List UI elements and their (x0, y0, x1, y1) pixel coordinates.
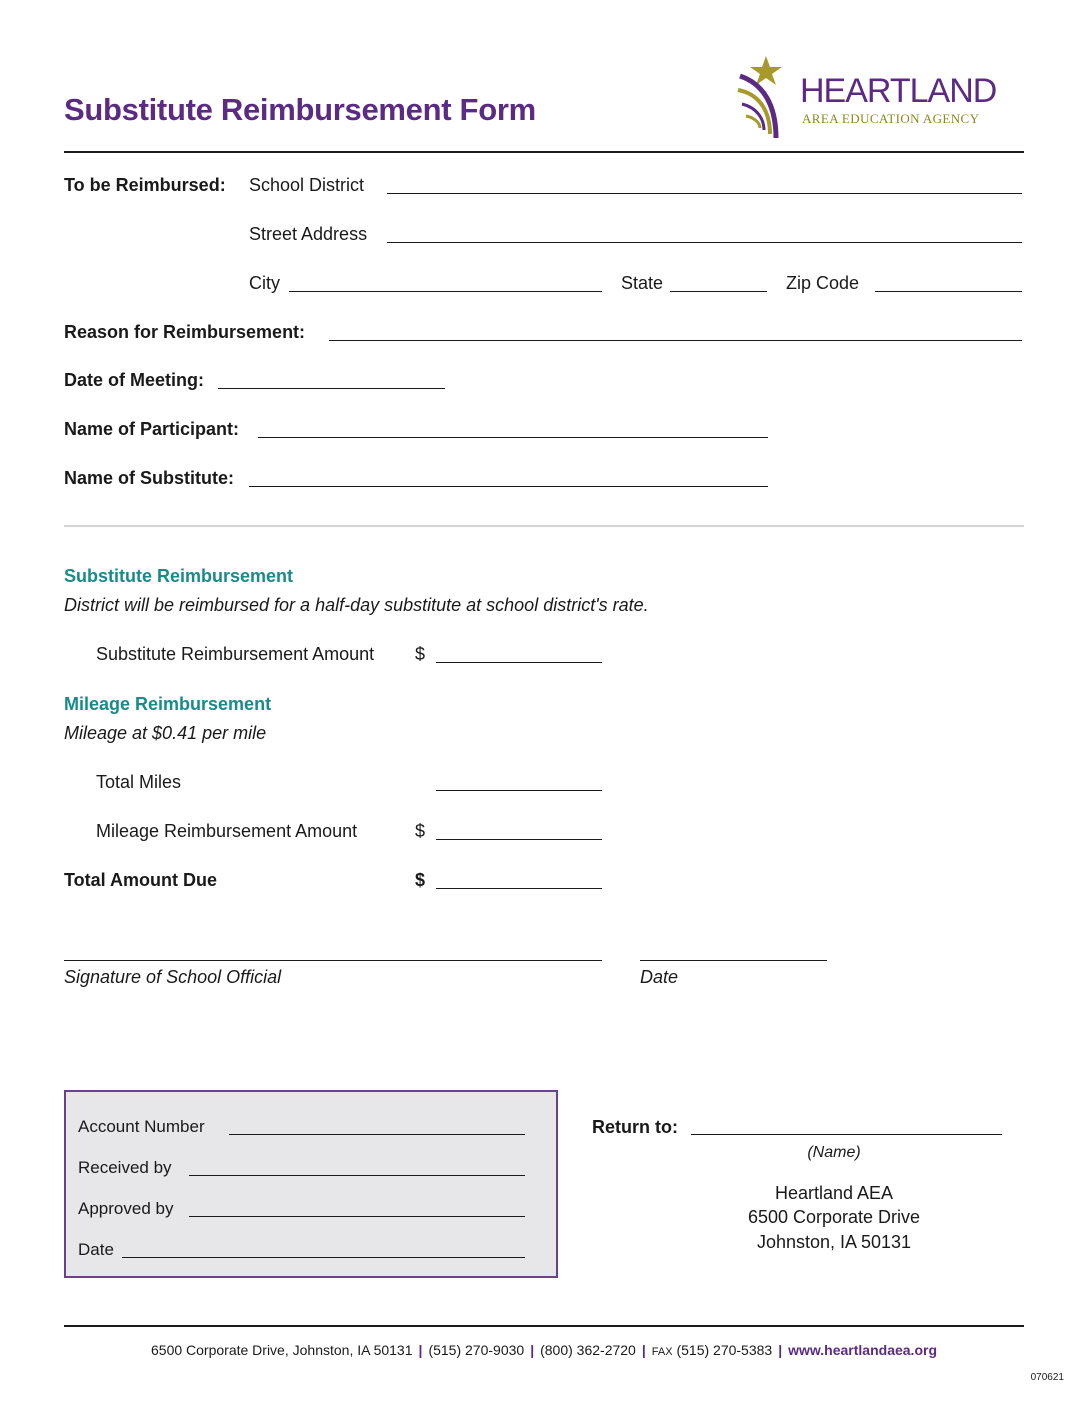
shooting-star-icon (736, 54, 806, 144)
footer-fax-label: FAX (651, 1346, 673, 1358)
received-by-field[interactable] (189, 1175, 525, 1176)
footer-separator: | (418, 1342, 423, 1358)
return-city: Johnston, IA 50131 (756, 1232, 912, 1252)
return-to-field[interactable] (691, 1134, 1002, 1135)
mileage-section-heading: Mileage Reimbursement (64, 694, 272, 714)
substitute-name-field[interactable] (249, 486, 768, 487)
city-field[interactable] (289, 291, 602, 292)
total-miles-label: Total Miles (96, 772, 182, 792)
office-date-label: Date (78, 1240, 114, 1259)
return-to-label: Return to: (592, 1117, 678, 1137)
substitute-amount-field[interactable] (436, 662, 602, 663)
participant-field[interactable] (258, 437, 768, 438)
footer-divider (64, 1325, 1024, 1327)
mileage-currency: $ (415, 821, 426, 841)
footer-contact (64, 1342, 1024, 1358)
to-be-reimbursed-label: To be Reimbursed: (64, 175, 226, 195)
substitute-amount-label: Substitute Reimbursement Amount (96, 644, 375, 664)
mileage-amount-field[interactable] (436, 839, 602, 840)
approved-by-label: Approved by (78, 1199, 174, 1218)
footer-separator: | (530, 1342, 535, 1358)
return-street: 6500 Corporate Drive (747, 1207, 921, 1227)
total-miles-field[interactable] (436, 790, 602, 791)
approved-by-field[interactable] (189, 1216, 525, 1217)
mileage-amount-label: Mileage Reimbursement Amount (96, 821, 358, 841)
reason-field[interactable] (329, 340, 1022, 341)
reason-label: Reason for Reimbursement: (64, 322, 306, 342)
logo-subtitle: AREA EDUCATION AGENCY (802, 111, 980, 126)
total-amount-field[interactable] (436, 888, 602, 889)
office-date-field[interactable] (122, 1257, 525, 1258)
substitute-name-label: Name of Substitute: (64, 468, 235, 488)
account-number-label: Account Number (78, 1117, 205, 1136)
zip-code-field[interactable] (875, 291, 1022, 292)
signature-date-field[interactable] (640, 960, 827, 961)
participant-label: Name of Participant: (64, 419, 240, 439)
header-divider (64, 151, 1024, 153)
section-divider (64, 525, 1024, 527)
footer-separator: | (778, 1342, 783, 1358)
return-name-hint: (Name) (807, 1144, 861, 1161)
footer-phone1: (515) 270-9030 (428, 1342, 525, 1358)
form-code: 070621 (1030, 1372, 1064, 1383)
total-amount-label: Total Amount Due (64, 870, 217, 890)
signature-date-label: Date (640, 967, 679, 987)
account-number-field[interactable] (229, 1134, 525, 1135)
total-currency: $ (415, 870, 426, 890)
substitute-currency: $ (415, 644, 426, 664)
substitute-section-heading: Substitute Reimbursement (64, 566, 294, 586)
zip-code-label: Zip Code (786, 273, 860, 293)
date-of-meeting-field[interactable] (218, 388, 445, 389)
footer-website-link[interactable]: www.heartlandaea.org (788, 1342, 937, 1358)
state-label: State (621, 273, 664, 293)
received-by-label: Received by (78, 1158, 172, 1177)
return-org: Heartland AEA (774, 1183, 894, 1203)
school-district-field[interactable] (387, 193, 1022, 194)
school-district-label: School District (249, 175, 365, 195)
date-of-meeting-label: Date of Meeting: (64, 370, 205, 390)
logo-name: HEARTLAND (800, 72, 997, 110)
signature-label: Signature of School Official (64, 967, 282, 987)
state-field[interactable] (670, 291, 767, 292)
signature-field[interactable] (64, 960, 602, 961)
street-address-field[interactable] (387, 242, 1022, 243)
footer-separator: | (641, 1342, 646, 1358)
city-label: City (249, 273, 280, 293)
footer-address: 6500 Corporate Drive, Johnston, IA 50131 (151, 1342, 413, 1358)
substitute-section-note: District will be reimbursed for a half-day substitute at school district's rate. (64, 595, 649, 615)
footer-fax: (515) 270-5383 (676, 1342, 773, 1358)
street-address-label: Street Address (249, 224, 368, 244)
page-title: Substitute Reimbursement Form (64, 92, 536, 127)
footer-phone2: (800) 362-2720 (540, 1342, 636, 1358)
mileage-section-note: Mileage at $0.41 per mile (64, 723, 267, 743)
